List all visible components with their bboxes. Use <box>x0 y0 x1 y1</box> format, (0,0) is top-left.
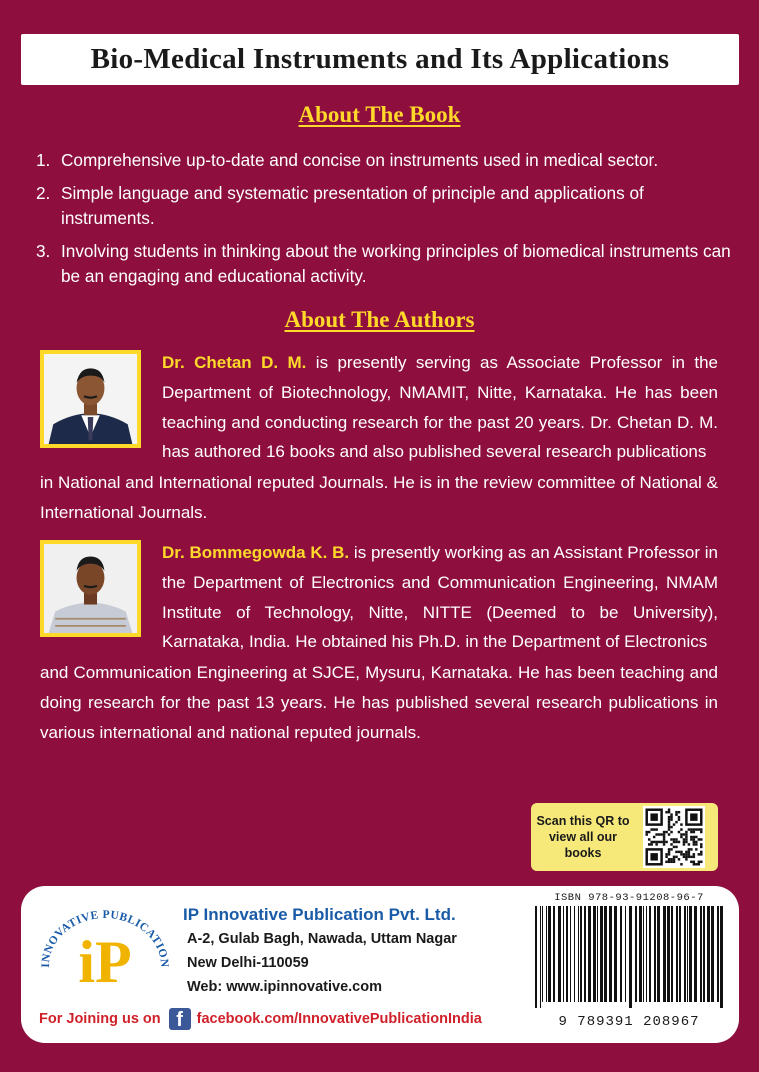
publisher-name: IP Innovative Publication Pvt. Ltd. <box>183 905 456 924</box>
book-title: Bio-Medical Instruments and Its Applications <box>90 43 670 75</box>
title-bar <box>21 34 739 85</box>
publisher-website[interactable]: Web: www.ipinnovative.com <box>187 979 382 995</box>
publisher-address-line2: New Delhi-110059 <box>187 955 309 971</box>
about-authors-heading: About The Authors <box>284 307 475 332</box>
facebook-join <box>39 1008 482 1030</box>
qr-label: Scan this QR to view all our books <box>536 814 630 860</box>
publisher-footer <box>21 886 739 1043</box>
author1-photo <box>40 350 141 448</box>
join-label: For Joining us on <box>39 1011 161 1027</box>
publisher-address-line1: A-2, Gulab Bagh, Nawada, Uttam Nagar <box>187 931 457 947</box>
logo-arc-text: INNOVATIVE PUBLICATION <box>39 908 171 968</box>
author1-name: Dr. Chetan D. M. <box>162 353 307 372</box>
isbn-label: ISBN 978-93-91208-96-7 <box>554 892 704 904</box>
about-book-heading: About The Book <box>298 102 461 127</box>
author2-bio-top: Dr. Bommegowda K. B. is presently working as an Assistant Professor in the Department of Electronics and Communication Engineering, NMAM Institute of Technology, Nitte, NITTE (Deemed to be University), Karnataka, India. He obtained his Ph.D. in the Department of Electronics <box>162 543 718 652</box>
list-number: 1. <box>36 150 51 170</box>
about-book-list <box>36 148 736 297</box>
barcode-bars <box>531 904 727 1008</box>
barcode-digits: 9 789391 208967 <box>558 1014 700 1030</box>
list-number: 2. <box>36 183 51 203</box>
list-number: 3. <box>36 241 51 261</box>
list-item <box>36 148 736 173</box>
isbn-barcode <box>531 892 727 1032</box>
qr-box[interactable] <box>531 803 718 871</box>
list-item <box>36 181 736 231</box>
list-text: Simple language and systematic presentation of principle and applications of instruments. <box>61 183 644 228</box>
list-item <box>36 239 736 289</box>
author1-bio-bottom: in National and International reputed Journals. He is in the review committee of National & International Journals. <box>40 473 718 522</box>
list-text: Comprehensive up-to-date and concise on instruments used in medical sector. <box>61 150 659 170</box>
facebook-icon[interactable]: f <box>169 1008 191 1030</box>
facebook-link[interactable]: facebook.com/InnovativePublicationIndia <box>196 1011 482 1027</box>
publisher-logo <box>35 900 173 1000</box>
author1-bio-top: Dr. Chetan D. M. is presently serving as Associate Professor in the Department of Biotechnology, NMAMIT, Nitte, Karnataka. He has been teaching and conducting research for the past 20 years. Dr. Chetan D. M. has authored 16 books and also published several research publications <box>162 353 718 462</box>
logo-letters: iP <box>78 929 132 995</box>
qr-code-icon[interactable] <box>643 806 705 868</box>
list-text: Involving students in thinking about the working principles of biomedical instruments can be an engaging and educational activity. <box>61 241 731 286</box>
author2-bio-bottom: and Communication Engineering at SJCE, Mysuru, Karnataka. He has been teaching and doing research for the past 13 years. He has published several research publications in various international and national reputed journals. <box>40 663 718 742</box>
author2-photo <box>40 540 141 637</box>
author2-name: Dr. Bommegowda K. B. <box>162 543 350 562</box>
